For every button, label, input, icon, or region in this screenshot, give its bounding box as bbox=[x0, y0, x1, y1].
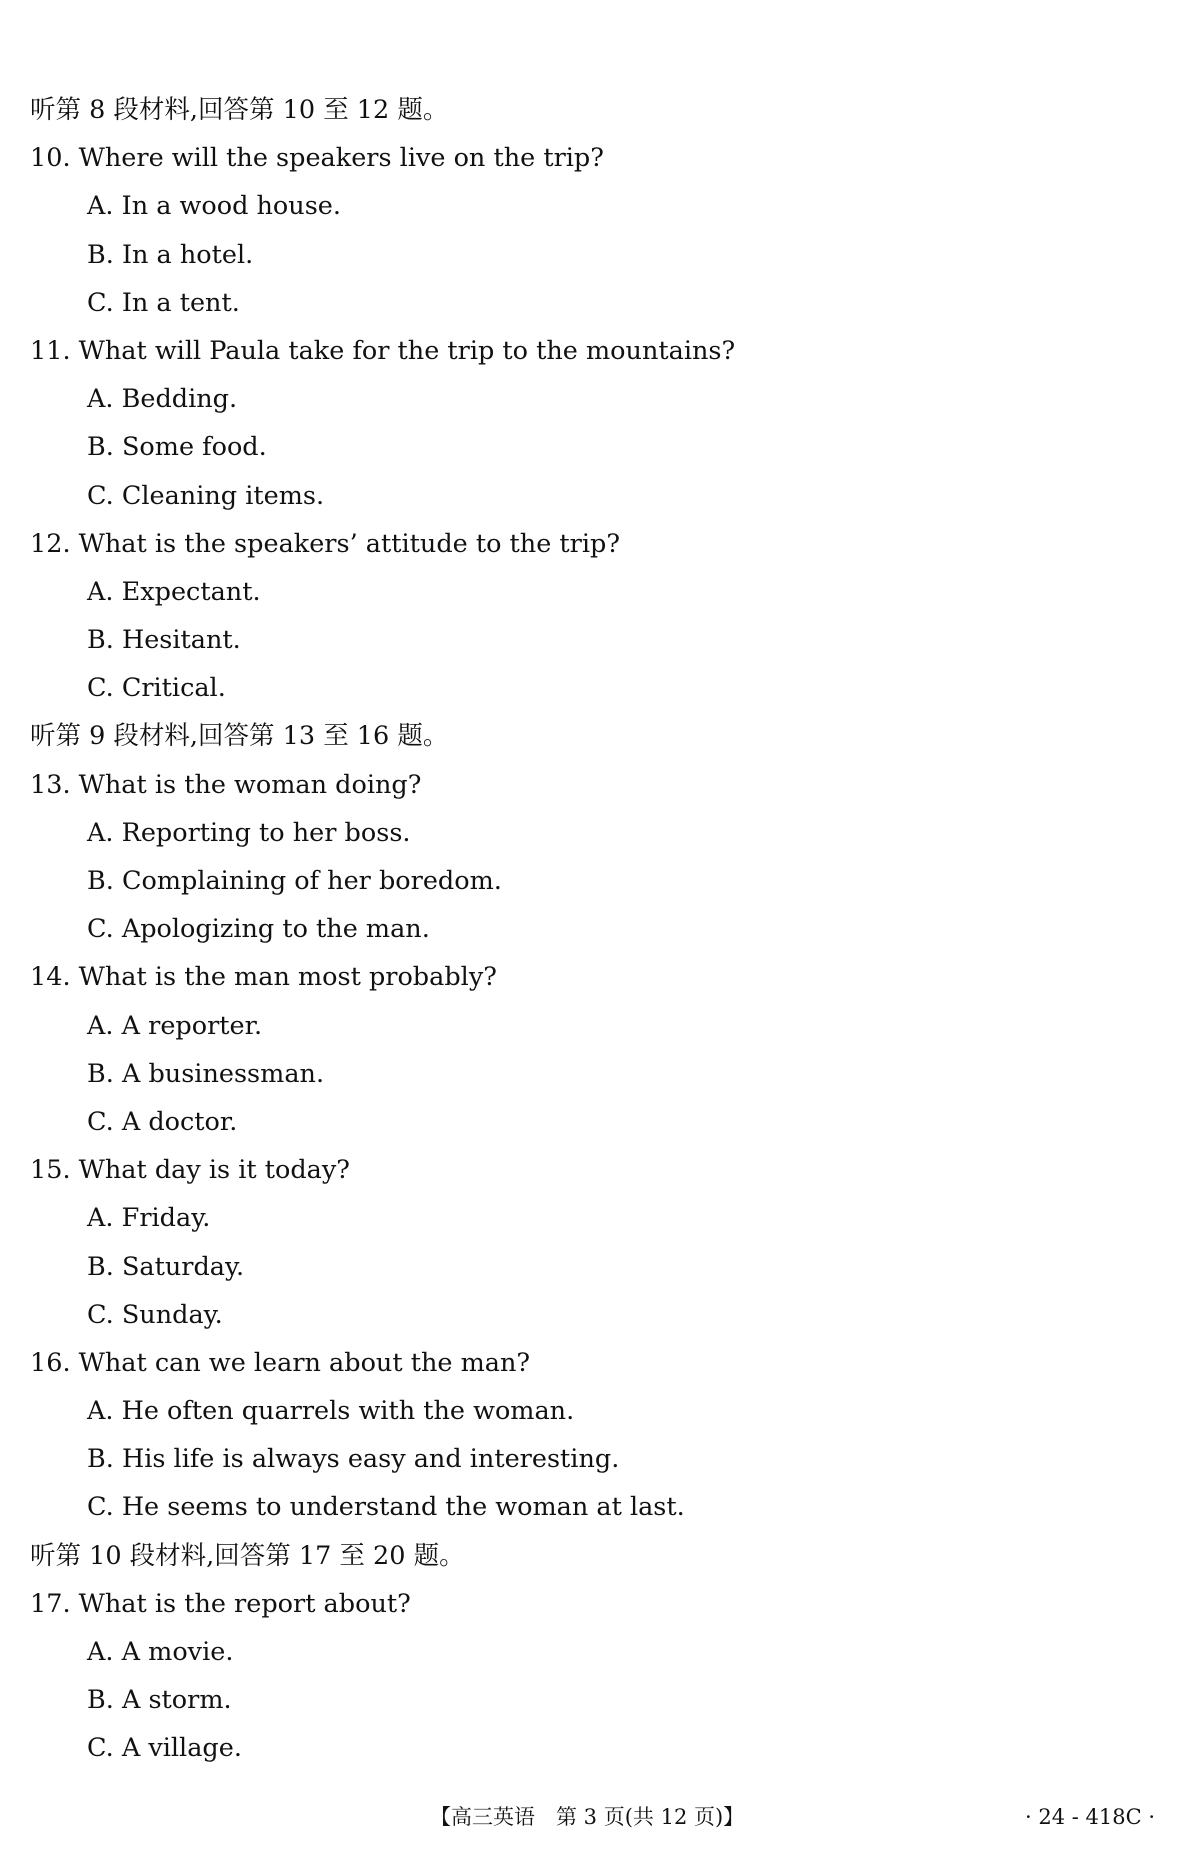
section-heading: 听第 8 段材料,回答第 10 至 12 题。 bbox=[30, 95, 449, 125]
section-heading: 听第 10 段材料,回答第 17 至 20 题。 bbox=[30, 1540, 465, 1571]
answer-option: B. Complaining of her boredom. bbox=[87, 866, 502, 896]
answer-option: C. Cleaning items. bbox=[87, 480, 325, 511]
question-text: 17. What is the report about? bbox=[30, 1588, 411, 1619]
answer-option: A. Bedding. bbox=[87, 384, 238, 415]
answer-option: C. Apologizing to the man. bbox=[87, 914, 430, 945]
answer-option: A. A reporter. bbox=[87, 1010, 263, 1041]
answer-option: A. A movie. bbox=[87, 1637, 234, 1667]
question-text: 16. What can we learn about the man? bbox=[30, 1347, 531, 1378]
answer-option: B. Some food. bbox=[87, 432, 267, 463]
answer-option: B. In a hotel. bbox=[87, 239, 254, 270]
answer-option: C. Critical. bbox=[87, 673, 226, 704]
page-number-label: 【高三英语 第 3 页(共 12 页)】 bbox=[430, 1805, 745, 1829]
question-text: 12. What is the speakers’ attitude to the trip? bbox=[30, 528, 620, 559]
section-heading: 听第 9 段材料,回答第 13 至 16 题。 bbox=[30, 721, 449, 752]
answer-option: A. In a wood house. bbox=[87, 191, 341, 222]
question-text: 13. What is the woman doing? bbox=[30, 769, 422, 800]
answer-option: C. A village. bbox=[87, 1733, 242, 1764]
exam-content bbox=[30, 86, 1150, 1773]
question-text: 10. Where will the speakers live on the trip? bbox=[30, 143, 604, 174]
question-text: 15. What day is it today? bbox=[30, 1155, 350, 1186]
page-footer bbox=[0, 1797, 1200, 1837]
answer-option: C. Sunday. bbox=[87, 1299, 223, 1330]
answer-option: C. A doctor. bbox=[87, 1106, 238, 1137]
answer-option: C. In a tent. bbox=[87, 287, 240, 318]
question-text: 11. What will Paula take for the trip to the mountains? bbox=[30, 335, 736, 366]
answer-option: A. He often quarrels with the woman. bbox=[87, 1396, 575, 1427]
question-text: 14. What is the man most probably? bbox=[30, 962, 497, 993]
answer-option: C. He seems to understand the woman at last. bbox=[87, 1492, 685, 1523]
answer-option: B. Hesitant. bbox=[87, 625, 241, 656]
answer-option: B. A storm. bbox=[87, 1685, 232, 1716]
answer-option: A. Reporting to her boss. bbox=[87, 817, 411, 848]
answer-option: A. Friday. bbox=[87, 1203, 211, 1234]
answer-option: B. A businessman. bbox=[87, 1058, 325, 1089]
answer-option: A. Expectant. bbox=[87, 576, 261, 607]
answer-option: B. Saturday. bbox=[87, 1251, 245, 1282]
answer-option: B. His life is always easy and interesting. bbox=[87, 1444, 620, 1475]
exam-code: · 24 - 418C · bbox=[1025, 1805, 1156, 1829]
